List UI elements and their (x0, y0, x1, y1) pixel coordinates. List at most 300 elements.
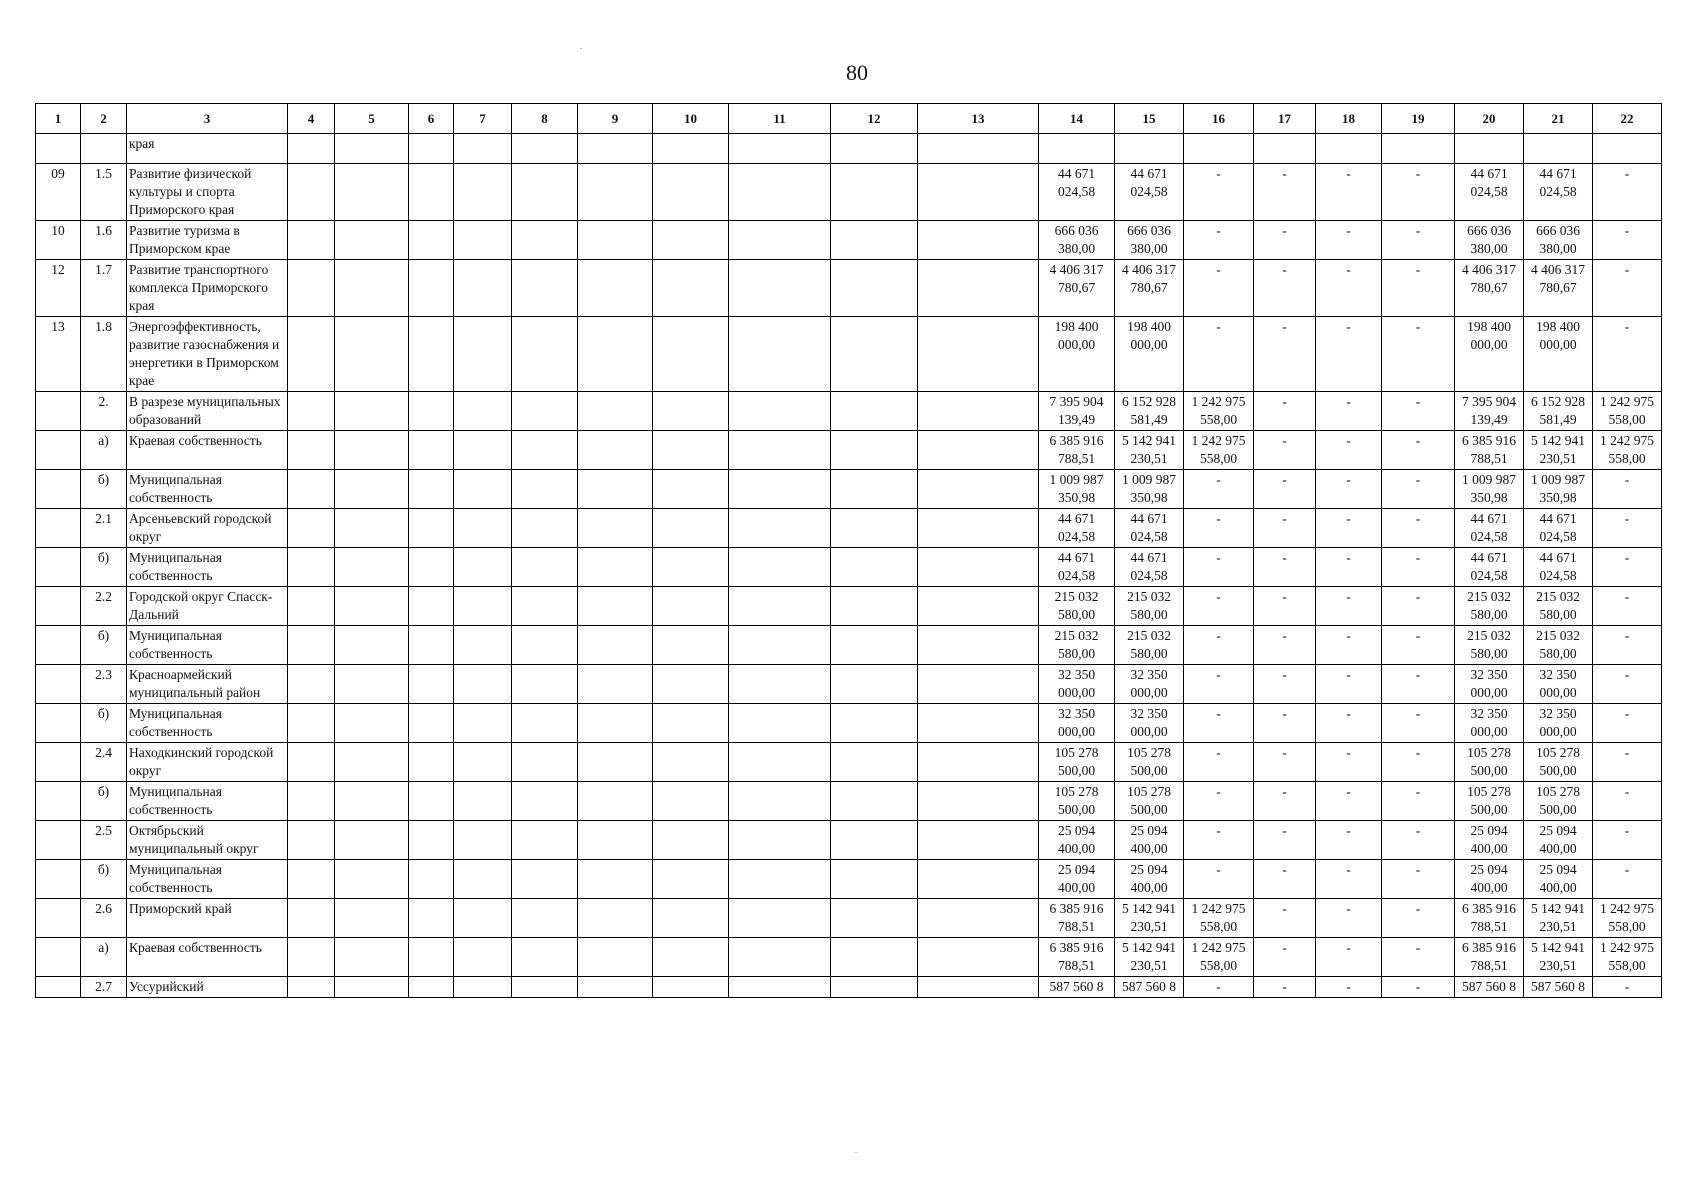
table-cell-col4 (288, 134, 335, 164)
table-cell-col12 (831, 860, 918, 899)
table-cell-col11 (729, 431, 831, 470)
table-cell-col11 (729, 470, 831, 509)
table-cell-col15: 666 036 380,00 (1115, 221, 1184, 260)
table-row (36, 317, 1662, 392)
table-cell-col8 (512, 392, 578, 431)
table-cell-col21: 4 406 317 780,67 (1524, 260, 1593, 317)
table-cell-col13 (918, 548, 1039, 587)
table-cell-col17: - (1254, 821, 1316, 860)
table-cell-col4 (288, 260, 335, 317)
table-cell-col8 (512, 317, 578, 392)
table-cell-col15: 215 032 580,00 (1115, 587, 1184, 626)
table-cell-col14 (1039, 134, 1115, 164)
table-cell-col22: - (1593, 977, 1662, 998)
table-cell-col21: 1 009 987 350,98 (1524, 470, 1593, 509)
table-cell-col21: 44 671 024,58 (1524, 548, 1593, 587)
table-cell-col6 (409, 221, 454, 260)
table-cell-col17: - (1254, 509, 1316, 548)
table-cell-col10 (653, 860, 729, 899)
table-cell-col20: 105 278 500,00 (1455, 782, 1524, 821)
table-cell-col19: - (1382, 221, 1455, 260)
table-cell-col9 (578, 509, 653, 548)
table-cell-col11 (729, 626, 831, 665)
table-cell-col5 (335, 392, 409, 431)
table-cell-col1 (36, 938, 81, 977)
table-cell-col5 (335, 977, 409, 998)
table-cell-col8 (512, 509, 578, 548)
table-cell-col6 (409, 548, 454, 587)
table-cell-col8 (512, 860, 578, 899)
table-cell-col4 (288, 899, 335, 938)
table-cell-col17: - (1254, 548, 1316, 587)
table-cell-col12 (831, 509, 918, 548)
table-cell-col19: - (1382, 704, 1455, 743)
table-cell-col5 (335, 938, 409, 977)
table-cell-col5 (335, 665, 409, 704)
table-cell-col14: 1 009 987 350,98 (1039, 470, 1115, 509)
table-cell-col7 (454, 431, 512, 470)
table-row (36, 938, 1662, 977)
table-cell-col15: 25 094 400,00 (1115, 821, 1184, 860)
table-cell-col8 (512, 782, 578, 821)
table-cell-col1 (36, 899, 81, 938)
table-cell-col8 (512, 743, 578, 782)
table-cell-col8 (512, 134, 578, 164)
table-cell-col6 (409, 782, 454, 821)
table-cell-col21: 587 560 8 (1524, 977, 1593, 998)
table-cell-col16: 1 242 975 558,00 (1184, 938, 1254, 977)
table-cell-col6 (409, 392, 454, 431)
table-cell-col13 (918, 899, 1039, 938)
table-cell-col18: - (1316, 164, 1382, 221)
table-cell-col10 (653, 260, 729, 317)
table-cell-col21: 5 142 941 230,51 (1524, 431, 1593, 470)
table-cell-col21: 215 032 580,00 (1524, 587, 1593, 626)
table-cell-col22: - (1593, 260, 1662, 317)
table-cell-col5 (335, 509, 409, 548)
table-cell-col19: - (1382, 782, 1455, 821)
scan-speck (580, 48, 582, 49)
table-cell-col19: - (1382, 548, 1455, 587)
table-cell-col13 (918, 470, 1039, 509)
page-number: 80 (846, 60, 868, 85)
table-cell-col21: 198 400 000,00 (1524, 317, 1593, 392)
table-cell-col12 (831, 821, 918, 860)
table-cell-col14: 215 032 580,00 (1039, 587, 1115, 626)
table-cell-col18 (1316, 134, 1382, 164)
table-cell-col11 (729, 665, 831, 704)
table-cell-col19: - (1382, 977, 1455, 998)
table-cell-col2: 2.7 (81, 977, 127, 998)
column-header-3: 3 (127, 104, 288, 134)
table-cell-col22: 1 242 975 558,00 (1593, 392, 1662, 431)
column-header-17: 17 (1254, 104, 1316, 134)
table-cell-col4 (288, 821, 335, 860)
table-cell-col18: - (1316, 392, 1382, 431)
table-cell-col11 (729, 743, 831, 782)
table-row (36, 821, 1662, 860)
table-cell-col7 (454, 899, 512, 938)
table-cell-col17: - (1254, 392, 1316, 431)
table-cell-col12 (831, 782, 918, 821)
column-header-11: 11 (729, 104, 831, 134)
table-cell-col12 (831, 587, 918, 626)
budget-table (35, 103, 1662, 998)
table-cell-col22: - (1593, 221, 1662, 260)
table-cell-col15: 105 278 500,00 (1115, 782, 1184, 821)
table-cell-col8 (512, 548, 578, 587)
table-cell-col11 (729, 548, 831, 587)
table-cell-col13 (918, 665, 1039, 704)
table-cell-col15: 198 400 000,00 (1115, 317, 1184, 392)
table-cell-col2: 1.7 (81, 260, 127, 317)
column-header-7: 7 (454, 104, 512, 134)
table-cell-col9 (578, 548, 653, 587)
table-cell-col6 (409, 743, 454, 782)
table-cell-col17: - (1254, 221, 1316, 260)
table-cell-col12 (831, 977, 918, 998)
column-header-18: 18 (1316, 104, 1382, 134)
table-cell-col9 (578, 821, 653, 860)
table-row (36, 626, 1662, 665)
table-cell-col1 (36, 704, 81, 743)
table-cell-col5 (335, 317, 409, 392)
table-cell-col5 (335, 704, 409, 743)
table-cell-col20: 44 671 024,58 (1455, 164, 1524, 221)
table-cell-col13 (918, 260, 1039, 317)
table-cell-col3: Муниципальная собственность (127, 470, 288, 509)
table-cell-col22: 1 242 975 558,00 (1593, 899, 1662, 938)
table-cell-col21: 32 350 000,00 (1524, 704, 1593, 743)
table-row (36, 260, 1662, 317)
table-cell-col5 (335, 134, 409, 164)
table-row (36, 977, 1662, 998)
table-cell-col4 (288, 743, 335, 782)
table-cell-col20: 6 385 916 788,51 (1455, 431, 1524, 470)
table-cell-col6 (409, 587, 454, 626)
table-cell-col12 (831, 317, 918, 392)
table-cell-col13 (918, 134, 1039, 164)
table-cell-col6 (409, 704, 454, 743)
table-cell-col20: 6 385 916 788,51 (1455, 899, 1524, 938)
table-cell-col10 (653, 899, 729, 938)
table-cell-col9 (578, 899, 653, 938)
table-cell-col2: 2. (81, 392, 127, 431)
table-cell-col22: - (1593, 626, 1662, 665)
table-cell-col7 (454, 743, 512, 782)
table-cell-col18: - (1316, 860, 1382, 899)
table-cell-col4 (288, 665, 335, 704)
table-cell-col15: 215 032 580,00 (1115, 626, 1184, 665)
table-cell-col12 (831, 431, 918, 470)
table-cell-col22: - (1593, 164, 1662, 221)
table-cell-col22: - (1593, 704, 1662, 743)
table-cell-col16 (1184, 134, 1254, 164)
table-cell-col6 (409, 470, 454, 509)
table-cell-col11 (729, 782, 831, 821)
table-cell-col16: - (1184, 587, 1254, 626)
table-cell-col3: Энергоэффективность, развитие газоснабжения и энергетики в Приморском крае (127, 317, 288, 392)
table-cell-col9 (578, 587, 653, 626)
table-cell-col19: - (1382, 392, 1455, 431)
table-cell-col7 (454, 317, 512, 392)
header-row (36, 104, 1662, 134)
table-cell-col2: 2.1 (81, 509, 127, 548)
column-header-1: 1 (36, 104, 81, 134)
table-cell-col17: - (1254, 587, 1316, 626)
table-cell-col6 (409, 821, 454, 860)
table-cell-col13 (918, 821, 1039, 860)
table-cell-col14: 666 036 380,00 (1039, 221, 1115, 260)
table-cell-col15: 5 142 941 230,51 (1115, 899, 1184, 938)
table-cell-col15: 44 671 024,58 (1115, 548, 1184, 587)
table-cell-col6 (409, 899, 454, 938)
table-row (36, 164, 1662, 221)
column-header-2: 2 (81, 104, 127, 134)
table-cell-col7 (454, 470, 512, 509)
table-cell-col6 (409, 977, 454, 998)
table-cell-col1 (36, 548, 81, 587)
table-cell-col3: Развитие туризма в Приморском крае (127, 221, 288, 260)
table-cell-col20: 44 671 024,58 (1455, 509, 1524, 548)
table-cell-col3: Арсеньевский городской округ (127, 509, 288, 548)
table-cell-col17: - (1254, 317, 1316, 392)
table-cell-col17: - (1254, 470, 1316, 509)
table-cell-col10 (653, 587, 729, 626)
table-cell-col14: 4 406 317 780,67 (1039, 260, 1115, 317)
table-cell-col18: - (1316, 317, 1382, 392)
table-cell-col15: 32 350 000,00 (1115, 665, 1184, 704)
table-cell-col3: Муниципальная собственность (127, 548, 288, 587)
table-row (36, 509, 1662, 548)
table-cell-col13 (918, 860, 1039, 899)
table-cell-col4 (288, 317, 335, 392)
table-body (36, 134, 1662, 998)
table-cell-col19: - (1382, 938, 1455, 977)
table-cell-col11 (729, 860, 831, 899)
table-cell-col19: - (1382, 665, 1455, 704)
table-cell-col19: - (1382, 164, 1455, 221)
table-cell-col12 (831, 470, 918, 509)
table-cell-col12 (831, 392, 918, 431)
table-cell-col20: 7 395 904 139,49 (1455, 392, 1524, 431)
table-cell-col19: - (1382, 509, 1455, 548)
table-cell-col4 (288, 587, 335, 626)
table-cell-col3: В разрезе муниципальных образований (127, 392, 288, 431)
table-cell-col4 (288, 431, 335, 470)
table-cell-col17: - (1254, 899, 1316, 938)
table-cell-col17: - (1254, 743, 1316, 782)
table-cell-col9 (578, 260, 653, 317)
table-cell-col20: 198 400 000,00 (1455, 317, 1524, 392)
table-cell-col3: Муниципальная собственность (127, 626, 288, 665)
table-cell-col13 (918, 938, 1039, 977)
table-cell-col6 (409, 860, 454, 899)
table-cell-col1: 10 (36, 221, 81, 260)
table-cell-col18: - (1316, 938, 1382, 977)
table-cell-col1 (36, 470, 81, 509)
table-cell-col15: 25 094 400,00 (1115, 860, 1184, 899)
table-cell-col8 (512, 821, 578, 860)
table-cell-col11 (729, 938, 831, 977)
table-cell-col1 (36, 587, 81, 626)
table-cell-col18: - (1316, 704, 1382, 743)
table-cell-col11 (729, 392, 831, 431)
table-cell-col9 (578, 938, 653, 977)
table-cell-col8 (512, 626, 578, 665)
table-cell-col4 (288, 977, 335, 998)
table-cell-col3: Красноармейский муниципальный район (127, 665, 288, 704)
table-cell-col17: - (1254, 164, 1316, 221)
table-cell-col18: - (1316, 548, 1382, 587)
table-cell-col6 (409, 431, 454, 470)
table-cell-col16: 1 242 975 558,00 (1184, 899, 1254, 938)
column-header-6: 6 (409, 104, 454, 134)
table-cell-col5 (335, 860, 409, 899)
table-cell-col7 (454, 221, 512, 260)
table-cell-col1 (36, 509, 81, 548)
table-cell-col17: - (1254, 704, 1316, 743)
table-cell-col2: б) (81, 704, 127, 743)
table-row (36, 548, 1662, 587)
table-row (36, 899, 1662, 938)
table-cell-col12 (831, 134, 918, 164)
table-cell-col11 (729, 260, 831, 317)
table-cell-col12 (831, 221, 918, 260)
table-cell-col15: 587 560 8 (1115, 977, 1184, 998)
table-cell-col20: 666 036 380,00 (1455, 221, 1524, 260)
table-cell-col3: края (127, 134, 288, 164)
table-cell-col5 (335, 221, 409, 260)
table-cell-col11 (729, 509, 831, 548)
table-cell-col4 (288, 221, 335, 260)
table-cell-col7 (454, 665, 512, 704)
table-cell-col4 (288, 704, 335, 743)
table-cell-col17: - (1254, 665, 1316, 704)
table-cell-col7 (454, 587, 512, 626)
table-cell-col20: 32 350 000,00 (1455, 665, 1524, 704)
table-cell-col2: 2.4 (81, 743, 127, 782)
table-cell-col16: - (1184, 260, 1254, 317)
table-cell-col14: 6 385 916 788,51 (1039, 899, 1115, 938)
table-cell-col1 (36, 665, 81, 704)
table-cell-col7 (454, 704, 512, 743)
table-cell-col14: 25 094 400,00 (1039, 860, 1115, 899)
table-cell-col5 (335, 899, 409, 938)
table-cell-col3: Муниципальная собственность (127, 704, 288, 743)
table-cell-col16: - (1184, 509, 1254, 548)
table-cell-col10 (653, 392, 729, 431)
table-cell-col1: 09 (36, 164, 81, 221)
table-cell-col5 (335, 782, 409, 821)
column-header-4: 4 (288, 104, 335, 134)
table-cell-col2: б) (81, 860, 127, 899)
table-cell-col11 (729, 821, 831, 860)
table-cell-col22: - (1593, 743, 1662, 782)
table-cell-col4 (288, 509, 335, 548)
table-cell-col9 (578, 392, 653, 431)
table-cell-col15: 6 152 928 581,49 (1115, 392, 1184, 431)
table-cell-col14: 215 032 580,00 (1039, 626, 1115, 665)
table-cell-col19: - (1382, 821, 1455, 860)
table-cell-col16: - (1184, 665, 1254, 704)
table-cell-col18: - (1316, 509, 1382, 548)
table-cell-col4 (288, 860, 335, 899)
table-cell-col1 (36, 782, 81, 821)
table-cell-col7 (454, 782, 512, 821)
table-cell-col22: 1 242 975 558,00 (1593, 938, 1662, 977)
table-cell-col7 (454, 260, 512, 317)
table-row (36, 743, 1662, 782)
table-cell-col14: 105 278 500,00 (1039, 743, 1115, 782)
table-cell-col8 (512, 431, 578, 470)
table-cell-col6 (409, 509, 454, 548)
table-cell-col10 (653, 977, 729, 998)
table-cell-col15: 5 142 941 230,51 (1115, 431, 1184, 470)
table-cell-col4 (288, 392, 335, 431)
table-cell-col15: 4 406 317 780,67 (1115, 260, 1184, 317)
table-cell-col9 (578, 164, 653, 221)
table-cell-col2: 1.6 (81, 221, 127, 260)
table-cell-col18: - (1316, 743, 1382, 782)
table-cell-col2: 2.3 (81, 665, 127, 704)
table-cell-col12 (831, 704, 918, 743)
table-cell-col21: 6 152 928 581,49 (1524, 392, 1593, 431)
table-cell-col17 (1254, 134, 1316, 164)
table-cell-col16: 1 242 975 558,00 (1184, 392, 1254, 431)
table-row (36, 704, 1662, 743)
table-cell-col16: - (1184, 626, 1254, 665)
table-cell-col19: - (1382, 899, 1455, 938)
table-cell-col7 (454, 860, 512, 899)
table-cell-col11 (729, 164, 831, 221)
table-cell-col20: 215 032 580,00 (1455, 587, 1524, 626)
column-header-5: 5 (335, 104, 409, 134)
table-cell-col5 (335, 548, 409, 587)
table-cell-col4 (288, 626, 335, 665)
table-cell-col6 (409, 626, 454, 665)
table-cell-col18: - (1316, 977, 1382, 998)
column-header-19: 19 (1382, 104, 1455, 134)
table-cell-col9 (578, 431, 653, 470)
table-cell-col10 (653, 782, 729, 821)
table-cell-col14: 6 385 916 788,51 (1039, 938, 1115, 977)
table-cell-col16: - (1184, 470, 1254, 509)
table-cell-col20 (1455, 134, 1524, 164)
table-cell-col10 (653, 821, 729, 860)
table-cell-col13 (918, 704, 1039, 743)
table-cell-col1 (36, 860, 81, 899)
table-cell-col8 (512, 470, 578, 509)
table-row (36, 665, 1662, 704)
table-cell-col18: - (1316, 782, 1382, 821)
table-cell-col19 (1382, 134, 1455, 164)
table-cell-col11 (729, 899, 831, 938)
table-cell-col2: б) (81, 548, 127, 587)
table-row (36, 221, 1662, 260)
table-cell-col18: - (1316, 665, 1382, 704)
column-header-16: 16 (1184, 104, 1254, 134)
table-cell-col11 (729, 977, 831, 998)
table-cell-col8 (512, 938, 578, 977)
table-cell-col6 (409, 317, 454, 392)
table-cell-col9 (578, 704, 653, 743)
table-cell-col10 (653, 317, 729, 392)
column-header-13: 13 (918, 104, 1039, 134)
table-cell-col20: 25 094 400,00 (1455, 860, 1524, 899)
table-cell-col17: - (1254, 782, 1316, 821)
table-cell-col3: Находкинский городской округ (127, 743, 288, 782)
